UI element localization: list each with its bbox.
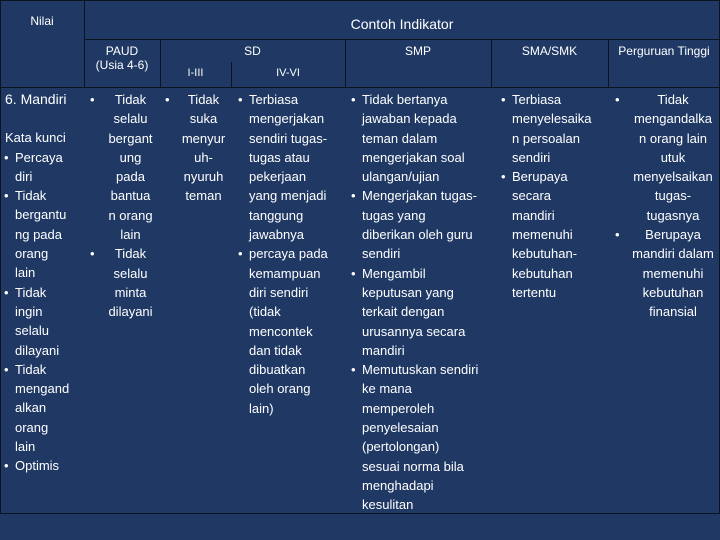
item-text-line: lain xyxy=(120,227,141,243)
paud-list xyxy=(88,90,160,322)
item-text-line: jawaban kepada xyxy=(362,111,457,127)
item-text-line: sendiri tugas- xyxy=(249,130,328,146)
item-text-line: Berupaya xyxy=(645,227,701,243)
item-text-line: sendiri xyxy=(512,149,551,165)
item-text-line: penyelesaian xyxy=(362,420,439,436)
list-item xyxy=(236,90,345,244)
smp-cell xyxy=(349,90,491,515)
bullet-icon: • xyxy=(501,92,506,107)
bullet-icon: • xyxy=(351,188,356,204)
item-text-line: terkait dengan xyxy=(362,304,445,320)
list-item xyxy=(2,186,83,282)
item-text-line: pada xyxy=(116,169,145,185)
sd-low-cell xyxy=(163,90,231,206)
sd-high-list xyxy=(236,90,345,418)
bullet-icon: • xyxy=(501,169,506,185)
bullet-icon: • xyxy=(238,246,243,262)
item-text-line: ke mana xyxy=(362,381,412,397)
list-item xyxy=(613,90,720,225)
pt-list xyxy=(613,90,720,322)
item-text-line: Percaya xyxy=(15,149,63,165)
item-text-line: Tidak xyxy=(15,188,47,204)
item-text-line: urusannya secara xyxy=(362,323,466,339)
list-item xyxy=(349,186,491,263)
bullet-icon: • xyxy=(4,361,9,377)
item-text-line: oleh orang xyxy=(249,381,311,397)
item-text-line: secara xyxy=(512,188,552,204)
item-text-line: tugasnya xyxy=(646,207,700,223)
item-text-line: ulangan/ujian xyxy=(362,169,440,185)
list-item xyxy=(88,90,160,244)
item-text-line: menyelesaika xyxy=(512,111,592,127)
item-text-line: bergantu xyxy=(15,207,67,223)
item-text-line: alkan xyxy=(15,400,47,416)
list-item xyxy=(236,244,345,418)
item-text-line: orang xyxy=(15,246,49,262)
item-text-line: teman xyxy=(185,188,222,204)
keyword-list xyxy=(2,148,83,476)
item-text-line: mandiri dalam xyxy=(632,246,714,262)
header-nilai: Nilai xyxy=(30,14,54,28)
list-item xyxy=(2,283,83,360)
item-text-line: utuk xyxy=(660,149,686,165)
bullet-icon: • xyxy=(90,92,95,107)
header-perguruan-tinggi: Perguruan Tinggi xyxy=(618,44,710,58)
item-text-line: menyur xyxy=(181,130,226,146)
list-item xyxy=(2,148,83,187)
item-text-line: percaya pada xyxy=(249,246,328,262)
item-text-line: Tidak bertanya xyxy=(362,92,448,107)
grid-line xyxy=(0,87,720,88)
item-text-line: tugas yang xyxy=(362,207,426,223)
item-text-line: Tidak xyxy=(15,361,47,377)
list-item xyxy=(349,360,491,514)
nilai-cell xyxy=(5,90,83,476)
bullet-icon: • xyxy=(615,92,620,107)
item-text-line: menyelsaikan xyxy=(633,169,713,185)
item-text-line: dilayani xyxy=(15,342,60,358)
item-text-line: Tidak xyxy=(114,246,147,262)
item-text-line: suka xyxy=(189,111,218,127)
bullet-icon: • xyxy=(4,284,9,300)
item-text-line: mencontek xyxy=(249,323,313,339)
item-text-line: lain) xyxy=(249,400,274,416)
sd-high-cell xyxy=(236,90,345,418)
item-text-line: Terbiasa xyxy=(512,92,562,107)
item-text-line: (tidak xyxy=(249,304,281,320)
item-text-line: Terbiasa xyxy=(249,92,299,107)
item-text-line: dilayani xyxy=(108,304,153,320)
item-text-line: sendiri xyxy=(362,246,401,262)
item-text-line: Mengambil xyxy=(362,265,426,281)
item-text-line: menghadapi xyxy=(362,477,434,493)
list-item xyxy=(349,264,491,360)
item-text-line: mengerjakan xyxy=(249,111,325,127)
item-text-line: kebutuhan xyxy=(512,265,573,281)
item-text-line: sesuai norma bila xyxy=(362,458,464,474)
item-text-line: teman dalam xyxy=(362,130,438,146)
item-text-line: kebutuhan xyxy=(642,284,704,300)
list-item xyxy=(613,225,720,321)
item-text-line: dibuatkan xyxy=(249,362,306,378)
list-item xyxy=(2,456,83,475)
item-text-line: finansial xyxy=(649,304,697,320)
item-text-line: mandiri xyxy=(512,207,555,223)
header-sd-low: I-III xyxy=(187,67,204,79)
bullet-icon: • xyxy=(165,92,170,107)
item-text-line: mengand xyxy=(15,381,70,397)
pt-cell xyxy=(613,90,720,322)
list-item xyxy=(499,167,608,302)
item-text-line: n orang lain xyxy=(639,130,707,146)
item-text-line: tanggung xyxy=(249,207,304,223)
header-contoh-indikator: Contoh Indikator xyxy=(350,16,454,32)
list-item xyxy=(163,90,231,206)
item-text-line: selalu xyxy=(113,265,148,281)
item-text-line: jawabnya xyxy=(249,227,304,243)
bullet-icon: • xyxy=(351,362,356,378)
item-text-line: kemampuan xyxy=(249,265,321,281)
item-text-line: tugas atau xyxy=(249,149,310,165)
item-text-line: lain xyxy=(15,439,36,455)
item-text-line: diri sendiri xyxy=(249,284,309,300)
item-text-line: memenuhi xyxy=(512,227,573,243)
item-text-line: selalu xyxy=(113,111,148,127)
item-text-line: Tidak xyxy=(114,92,147,107)
item-text-line: ingin xyxy=(15,303,43,319)
item-text-line: tertentu xyxy=(512,284,557,300)
item-text-line: Optimis xyxy=(15,458,60,474)
bullet-icon: • xyxy=(351,265,356,281)
grid-line xyxy=(84,39,720,40)
list-item xyxy=(349,90,491,186)
bullet-icon: • xyxy=(4,149,9,165)
item-text-line: pekerjaan xyxy=(249,169,307,185)
header-paud: PAUD (Usia 4-6) xyxy=(95,44,149,72)
item-text-line: ung xyxy=(119,149,142,165)
header-sd: SD xyxy=(244,44,261,58)
item-text-line: Tidak xyxy=(657,92,689,107)
item-text-line: mandiri xyxy=(362,342,405,358)
item-text-line: (pertolongan) xyxy=(362,439,440,455)
value-title: 6. Mandiri xyxy=(5,91,67,107)
bullet-icon: • xyxy=(90,246,95,262)
item-text-line: lain xyxy=(15,265,36,281)
item-text-line: Tidak xyxy=(187,92,220,107)
item-text-line: bergant xyxy=(108,130,153,146)
item-text-line: Tidak xyxy=(15,284,47,300)
item-text-line: Memutuskan sendiri xyxy=(362,362,479,378)
smp-list xyxy=(349,90,491,515)
bullet-icon: • xyxy=(351,92,356,107)
list-item xyxy=(499,90,608,167)
kata-kunci-label: Kata kunci xyxy=(5,130,66,146)
bullet-icon: • xyxy=(615,227,620,243)
item-text-line: memenuhi xyxy=(642,265,704,281)
item-text-line: keputusan yang xyxy=(362,284,454,300)
item-text-line: diberikan oleh guru xyxy=(362,227,473,243)
item-text-line: nyuruh xyxy=(183,169,224,185)
item-text-line: orang xyxy=(15,419,49,435)
item-text-line: uh- xyxy=(194,149,213,165)
item-text-line: kebutuhan- xyxy=(512,246,578,262)
item-text-line: n persoalan xyxy=(512,130,580,146)
sd-low-list xyxy=(163,90,231,206)
bullet-icon: • xyxy=(238,92,243,107)
bullet-icon: • xyxy=(4,188,9,204)
item-text-line: yang menjadi xyxy=(249,188,327,204)
header-smp: SMP xyxy=(404,44,431,58)
item-text-line: mengandalka xyxy=(633,111,713,127)
item-text-line: dan tidak xyxy=(249,342,302,358)
item-text-line: diri xyxy=(15,168,33,184)
item-text-line: memperoleh xyxy=(362,400,435,416)
paud-cell xyxy=(88,90,160,322)
item-text-line: selalu xyxy=(15,323,49,339)
item-text-line: kesulitan xyxy=(362,497,414,513)
item-text-line: minta xyxy=(114,284,147,300)
item-text-line: ng pada xyxy=(15,226,62,242)
bullet-icon: • xyxy=(4,458,9,474)
sma-cell xyxy=(499,90,608,302)
item-text-line: n orang xyxy=(108,207,153,223)
item-text-line: Berupaya xyxy=(512,169,568,185)
item-text-line: Mengerjakan tugas- xyxy=(362,188,477,204)
list-item xyxy=(88,244,160,321)
item-text-line: tugas- xyxy=(654,188,692,204)
list-item xyxy=(2,360,83,456)
item-text-line: mengerjakan soal xyxy=(362,149,465,165)
header-sma-smk: SMA/SMK xyxy=(521,44,578,58)
sma-list xyxy=(499,90,608,302)
header-sd-high: IV-VI xyxy=(276,67,300,79)
item-text-line: bantua xyxy=(110,188,151,204)
